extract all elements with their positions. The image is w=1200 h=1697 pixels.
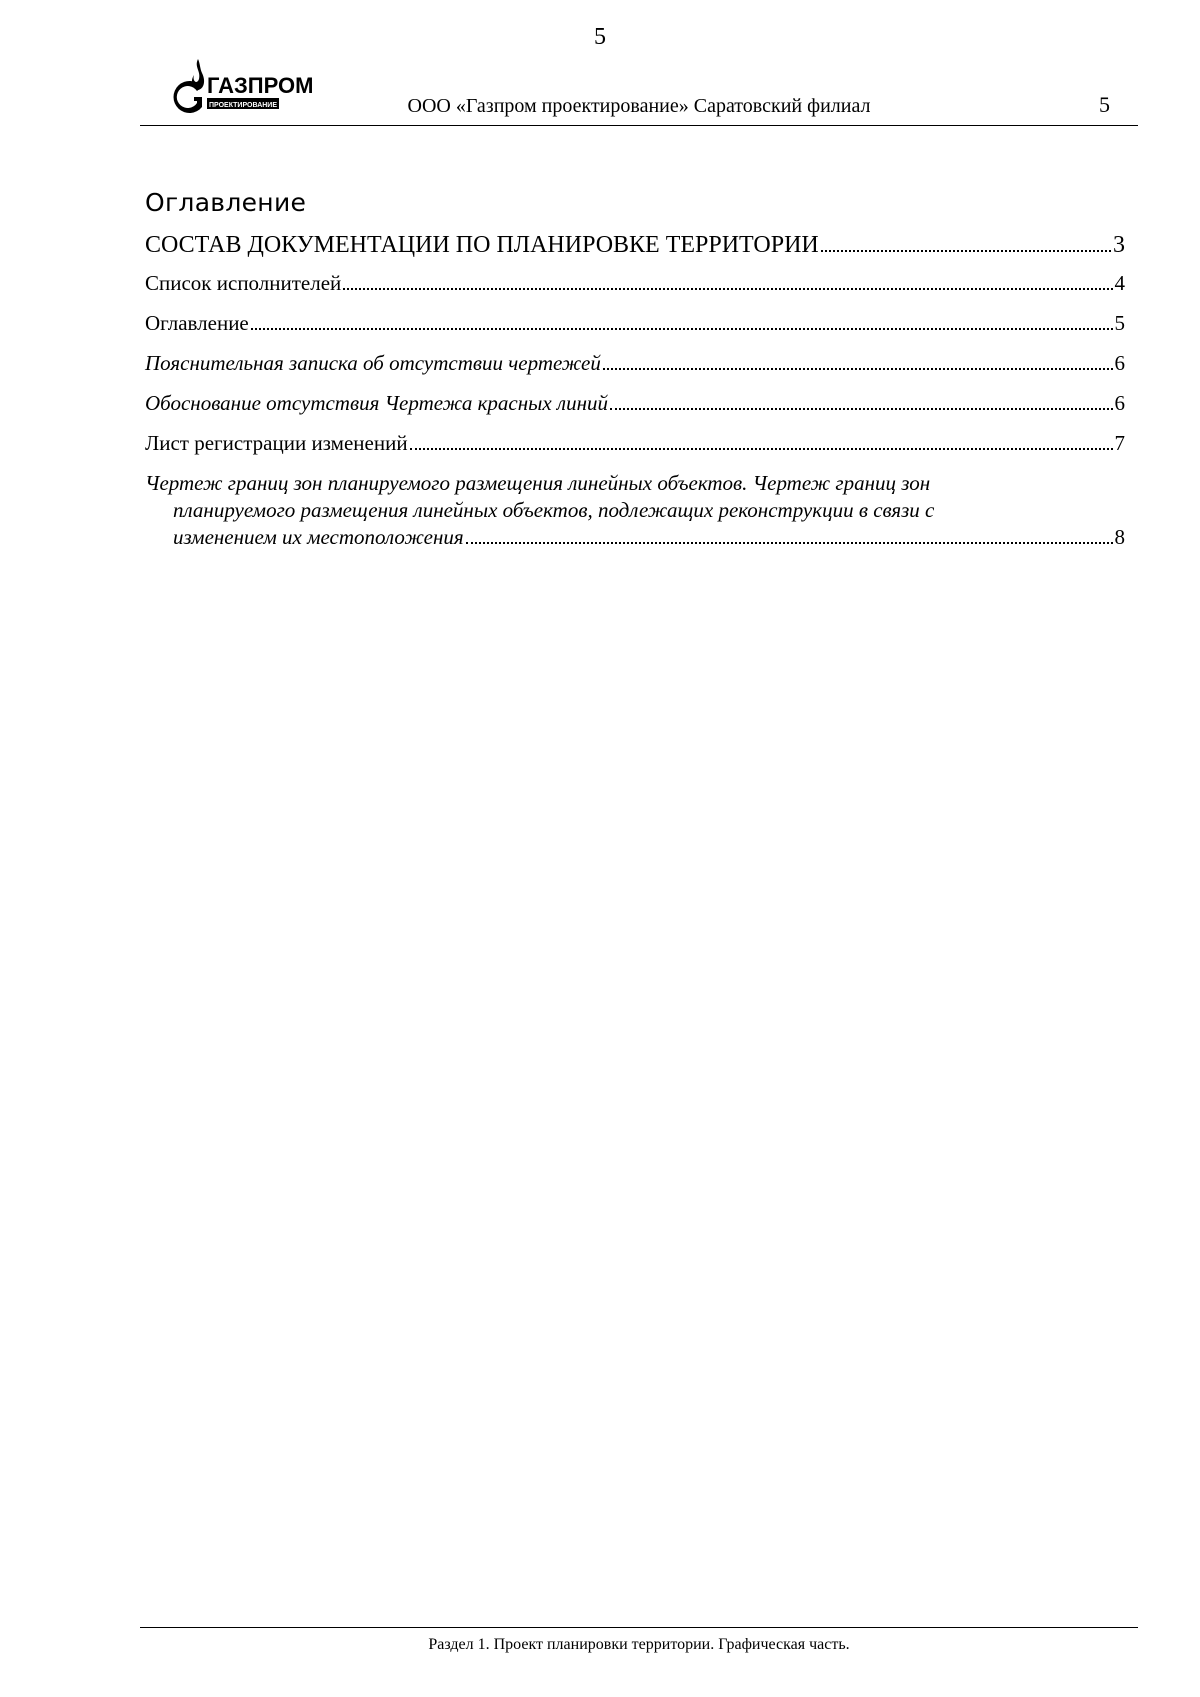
toc-entry-page: 6 xyxy=(1114,351,1125,375)
toc-entry-page: 3 xyxy=(1113,232,1125,258)
logo-subtext: ПРОЕКТИРОВАНИЕ xyxy=(208,102,278,109)
toc-entry-page: 8 xyxy=(1114,525,1125,549)
toc-entry[interactable] xyxy=(145,390,1125,416)
logo-wordmark: ГАЗПРОМ xyxy=(207,73,314,98)
toc-entry-title: Пояснительная записка об отсутствии чертежей xyxy=(145,351,601,375)
toc-entry-page: 4 xyxy=(1114,271,1125,295)
toc-dot-leader xyxy=(603,368,1113,370)
toc-entry-page: 7 xyxy=(1114,431,1125,455)
toc-entry-title: Оглавление xyxy=(145,311,249,335)
page-footer xyxy=(140,1627,1138,1656)
toc-dot-leader xyxy=(821,250,1111,252)
toc-entry-page: 5 xyxy=(1114,311,1125,335)
toc-entry[interactable] xyxy=(145,310,1125,336)
toc-entry[interactable] xyxy=(145,270,1125,296)
toc-entry-title: Лист регистрации изменений xyxy=(145,431,408,455)
toc-entry-title-line1: Чертеж границ зон планируемого размещения линейных объектов. Чертеж границ зон xyxy=(145,471,931,495)
toc-heading: Оглавление xyxy=(145,188,307,217)
toc-dot-leader xyxy=(466,542,1113,544)
toc-dot-leader xyxy=(343,288,1112,290)
toc-entry-multiline[interactable] xyxy=(145,470,1125,551)
toc-dot-leader xyxy=(610,408,1112,410)
toc-entry[interactable] xyxy=(145,430,1125,456)
table-of-contents xyxy=(145,186,1125,551)
page-header xyxy=(140,55,1138,126)
toc-entry-title: Обоснование отсутствия Чертежа красных линий xyxy=(145,391,609,415)
footer-text: Раздел 1. Проект планировки территории. Графическая часть. xyxy=(428,1636,850,1653)
toc-entry-page: 6 xyxy=(1114,391,1125,415)
header-title: ООО «Газпром проектирование» Саратовский филиал xyxy=(407,95,871,117)
toc-entry-title: Список исполнителей xyxy=(145,271,342,295)
header-page-number: 5 xyxy=(1099,92,1110,117)
toc-entry[interactable] xyxy=(145,350,1125,376)
toc-entry-title-line3: изменением их местоположения xyxy=(173,525,464,549)
toc-entry-title-line2: планируемого размещения линейных объектов, подлежащих реконструкции в связи с xyxy=(173,498,935,522)
toc-dot-leader xyxy=(410,448,1113,450)
toc-dot-leader xyxy=(251,328,1113,330)
top-page-number: 5 xyxy=(594,24,606,50)
toc-entry-title: СОСТАВ ДОКУМЕНТАЦИИ ПО ПЛАНИРОВКЕ ТЕРРИТОРИИ xyxy=(145,232,819,258)
toc-entry[interactable] xyxy=(145,230,1125,260)
